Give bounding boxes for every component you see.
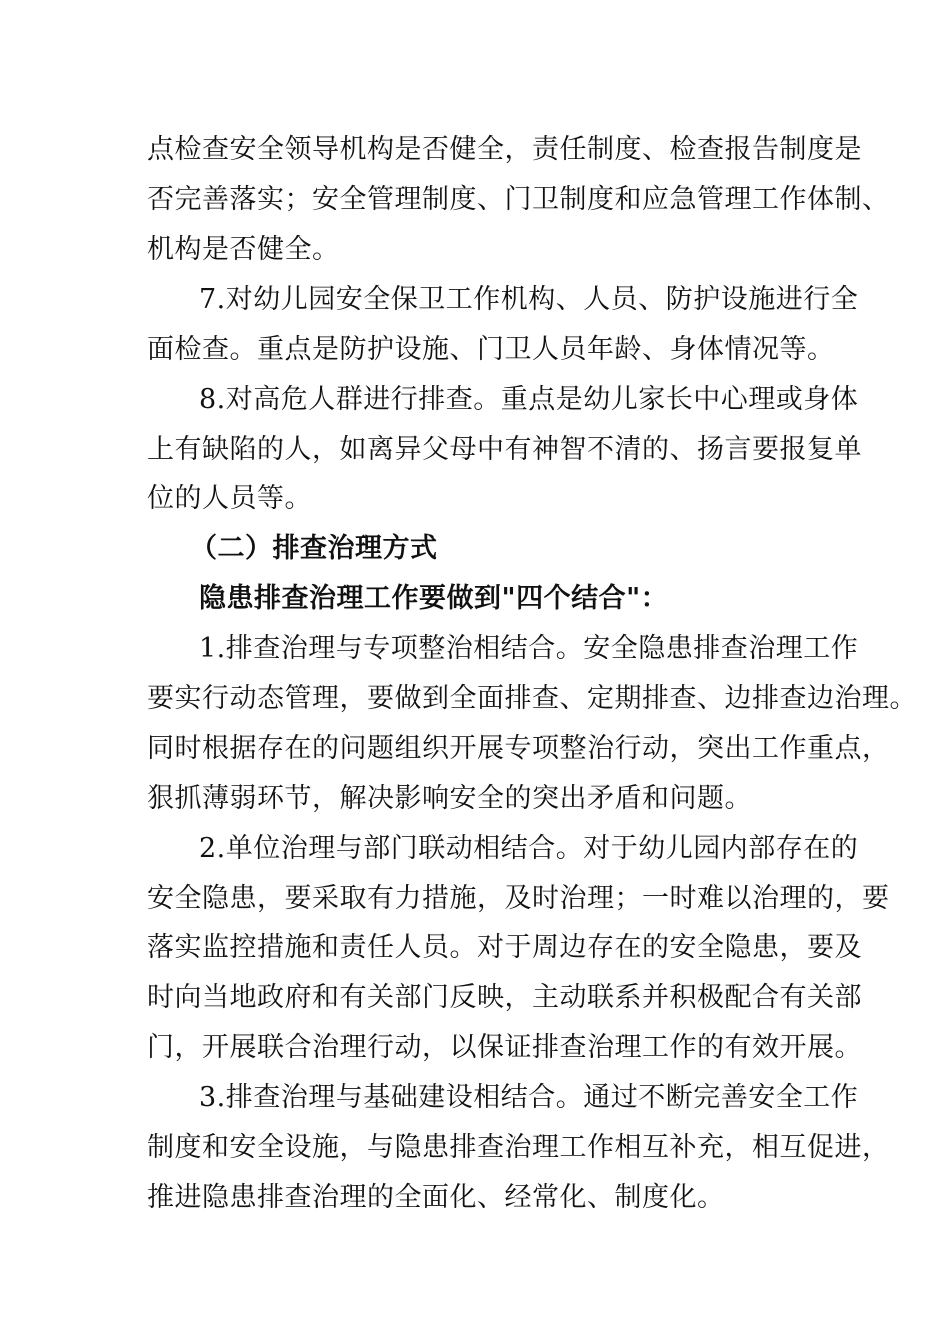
text-line: 上有缺陷的人，如离异父母中有神智不清的、扬言要报复单 xyxy=(147,434,862,465)
text-line: 8.对高危人群进行排查。重点是幼儿家长中心理或身体 xyxy=(199,384,859,415)
text-line: 2.单位治理与部门联动相结合。对于幼儿园内部存在的 xyxy=(199,833,859,864)
text-line: 同时根据存在的问题组织开展专项整治行动，突出工作重点， xyxy=(147,733,890,764)
text-line: 7.对幼儿园安全保卫工作机构、人员、防护设施进行全 xyxy=(199,284,859,315)
text-line: 安全隐患，要采取有力措施，及时治理；一时难以治理的，要 xyxy=(147,883,890,914)
subheading: 隐患排查治理工作要做到"四个结合"： xyxy=(199,583,669,614)
text-line: 1.排查治理与专项整治相结合。安全隐患排查治理工作 xyxy=(199,633,859,664)
text-line: 门，开展联合治理行动，以保证排查治理工作的有效开展。 xyxy=(147,1032,862,1063)
text-line: 否完善落实；安全管理制度、门卫制度和应急管理工作体制、 xyxy=(147,184,890,215)
text-line: 推进隐患排查治理的全面化、经常化、制度化。 xyxy=(147,1182,725,1213)
text-line: 要实行动态管理，要做到全面排查、定期排查、边排查边治理。 xyxy=(147,683,917,714)
text-line: 点检查安全领导机构是否健全，责任制度、检查报告制度是 xyxy=(147,134,862,165)
section-heading: （二）排查治理方式 xyxy=(190,533,438,564)
text-line: 3.排查治理与基础建设相结合。通过不断完善安全工作 xyxy=(199,1082,859,1113)
text-line: 落实监控措施和责任人员。对于周边存在的安全隐患，要及 xyxy=(147,932,862,963)
text-line: 面检查。重点是防护设施、门卫人员年龄、身体情况等。 xyxy=(147,334,835,365)
text-line: 时向当地政府和有关部门反映，主动联系并积极配合有关部 xyxy=(147,982,862,1013)
text-line: 狠抓薄弱环节，解决影响安全的突出矛盾和问题。 xyxy=(147,783,752,814)
text-line: 机构是否健全。 xyxy=(147,234,340,265)
text-line: 制度和安全设施，与隐患排查治理工作相互补充，相互促进， xyxy=(147,1132,890,1163)
text-line: 位的人员等。 xyxy=(147,483,312,514)
